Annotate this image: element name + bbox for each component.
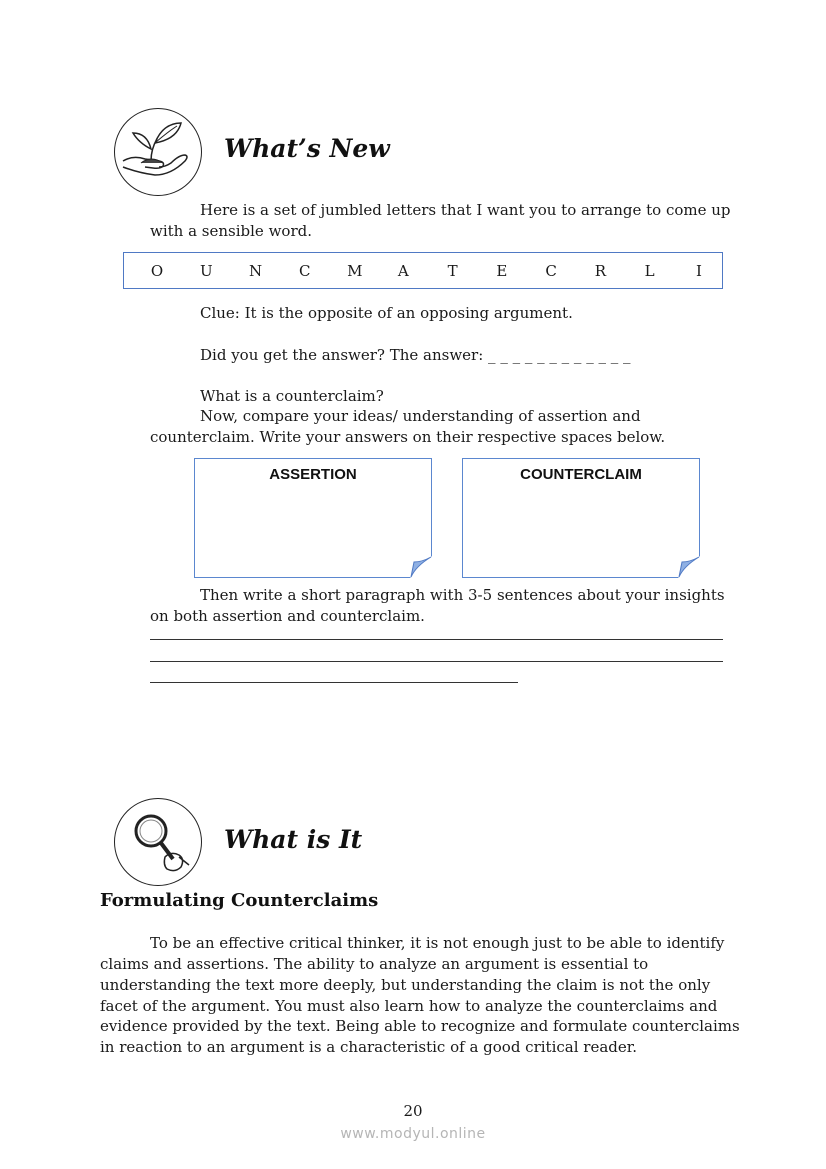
letter-tile: N <box>248 261 263 280</box>
answer-line[interactable] <box>150 639 723 640</box>
answer-prompt: Did you get the answer? The answer: _ _ _ _ _ _ _ _ _ _ _ _ <box>200 346 631 364</box>
assertion-answer-box[interactable] <box>194 458 432 578</box>
letter-tile: M <box>347 261 363 280</box>
magnifying-glass-icon <box>114 798 202 886</box>
letter-tile: U <box>199 261 213 280</box>
body-line: understanding the text more deeply, but understanding the claim is not the only <box>100 976 711 994</box>
counterclaim-box-title: COUNTERCLAIM <box>520 466 642 483</box>
compare-line-1: Now, compare your ideas/ understanding of assertion and <box>200 407 641 425</box>
clue-text: Clue: It is the opposite of an opposing argument. <box>200 304 573 322</box>
body-line: facet of the argument. You must also learn how to analyze the counterclaims and <box>100 997 718 1015</box>
letter-tile: A <box>397 261 409 280</box>
page-fold-icon <box>410 556 432 578</box>
body-line: claims and assertions. The ability to analyze an argument is essential to <box>100 955 649 973</box>
letter-tile: O <box>150 261 164 280</box>
letter-tile: R <box>594 261 607 280</box>
section-title-whats-new: What’s New <box>224 134 390 163</box>
body-line: To be an effective critical thinker, it is not enough just to be able to identify <box>150 934 725 952</box>
compare-line-2: counterclaim. Write your answers on their respective spaces below. <box>150 428 666 446</box>
watermark: www.modyul.online <box>340 1126 486 1142</box>
jumbled-letters-box <box>123 252 723 289</box>
body-line: in reaction to an argument is a characteristic of a good critical reader. <box>100 1038 638 1056</box>
subheading-formulating-counterclaims: Formulating Counterclaims <box>100 890 379 911</box>
question-text: What is a counterclaim? <box>200 387 384 405</box>
answer-line[interactable] <box>150 682 518 683</box>
intro-line-1: Here is a set of jumbled letters that I want you to arrange to come up <box>200 201 731 219</box>
section-title-what-is-it: What is It <box>224 825 363 854</box>
letter-tile: L <box>644 261 655 280</box>
body-line: evidence provided by the text. Being able to recognize and formulate counterclaims <box>100 1017 740 1035</box>
plant-in-hand-icon <box>114 108 202 196</box>
page-number: 20 <box>403 1102 423 1120</box>
intro-line-2: with a sensible word. <box>150 222 312 240</box>
page-fold-icon <box>678 556 700 578</box>
letter-tile: E <box>496 261 508 280</box>
answer-line[interactable] <box>150 661 723 662</box>
assertion-box-title: ASSERTION <box>269 466 357 483</box>
counterclaim-answer-box[interactable] <box>462 458 700 578</box>
letter-tile: T <box>447 261 458 280</box>
paragraph-instruction-line-2: on both assertion and counterclaim. <box>150 607 425 625</box>
letter-tile: C <box>545 261 557 280</box>
letter-tile: I <box>695 261 702 280</box>
letter-tile: C <box>299 261 311 280</box>
paragraph-instruction-line-1: Then write a short paragraph with 3-5 sentences about your insights <box>200 586 725 604</box>
